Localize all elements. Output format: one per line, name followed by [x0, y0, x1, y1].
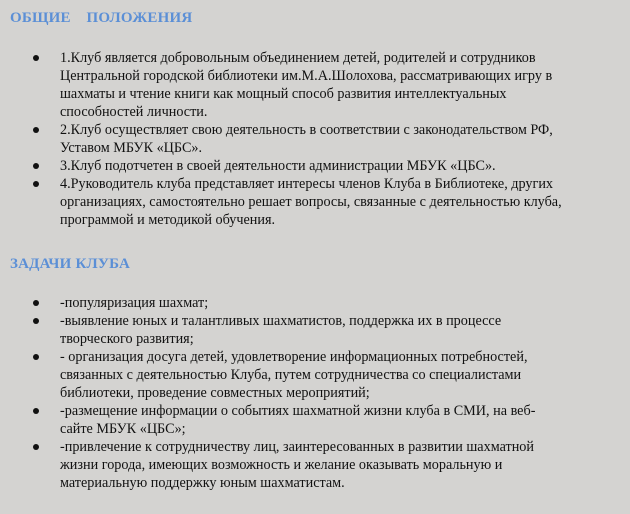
- list-item: [0, 312, 630, 348]
- list-item-text: - организация досуга детей, удовлетворение информационных потребностей, связанных с деятельностью Клуба, путем сотрудничества со специалистами библиотеки, проведение совместных мероприятий;: [60, 349, 528, 401]
- section-heading-general-provisions: ОБЩИЕ ПОЛОЖЕНИЯ: [10, 10, 193, 26]
- list-item-text: 3.Клуб подотчетен в своей деятельности администрации МБУК «ЦБС».: [60, 158, 496, 174]
- bullet-icon: [33, 408, 39, 414]
- list-item: [0, 348, 630, 402]
- bullet-icon: [33, 55, 39, 61]
- list-item: [0, 157, 630, 175]
- list-item-text: -привлечение к сотрудничеству лиц, заинтересованных в развитии шахматной жизни города, имеющих возможность и желание оказывать моральную и материальную поддержку юным шахматистам.: [60, 439, 534, 491]
- bullet-icon: [33, 354, 39, 360]
- bullet-icon: [33, 127, 39, 133]
- list-item: [0, 121, 630, 157]
- list-item: [0, 294, 630, 312]
- list-item: [0, 402, 630, 438]
- list-item: [0, 49, 630, 121]
- bullet-icon: [33, 300, 39, 306]
- list-item: [0, 175, 630, 229]
- list-item-text: 2.Клуб осуществляет свою деятельность в соответствии с законодательством РФ, Уставом МБУК «ЦБС».: [60, 122, 553, 156]
- list-item-text: 1.Клуб является добровольным объединением детей, родителей и сотрудников Центральной городской библиотеки им.М.А.Шолохова, рассматривающих игру в шахматы и чтение книги как мощный способ развития интеллектуальных способностей личности.: [60, 50, 553, 120]
- bullet-icon: [33, 163, 39, 169]
- list-item-text: 4.Руководитель клуба представляет интересы членов Клуба в Библиотеке, других организациях, самостоятельно решает вопросы, связанные с деятельностью клуба, программой и методикой обучения.: [60, 176, 562, 228]
- bullet-icon: [33, 181, 39, 187]
- list-item-text: -размещение информации о событиях шахматной жизни клуба в СМИ, на веб- сайте МБУК «ЦБС»;: [60, 403, 536, 437]
- bullet-icon: [33, 318, 39, 324]
- general-provisions-list: [0, 49, 630, 229]
- club-tasks-list: [0, 294, 630, 492]
- list-item: [0, 438, 630, 492]
- list-item-text: -выявление юных и талантливых шахматистов, поддержка их в процессе творческого развития;: [60, 313, 502, 347]
- section-heading-club-tasks: ЗАДАЧИ КЛУБА: [10, 256, 131, 272]
- bullet-icon: [33, 444, 39, 450]
- list-item-text: -популяризация шахмат;: [60, 295, 209, 311]
